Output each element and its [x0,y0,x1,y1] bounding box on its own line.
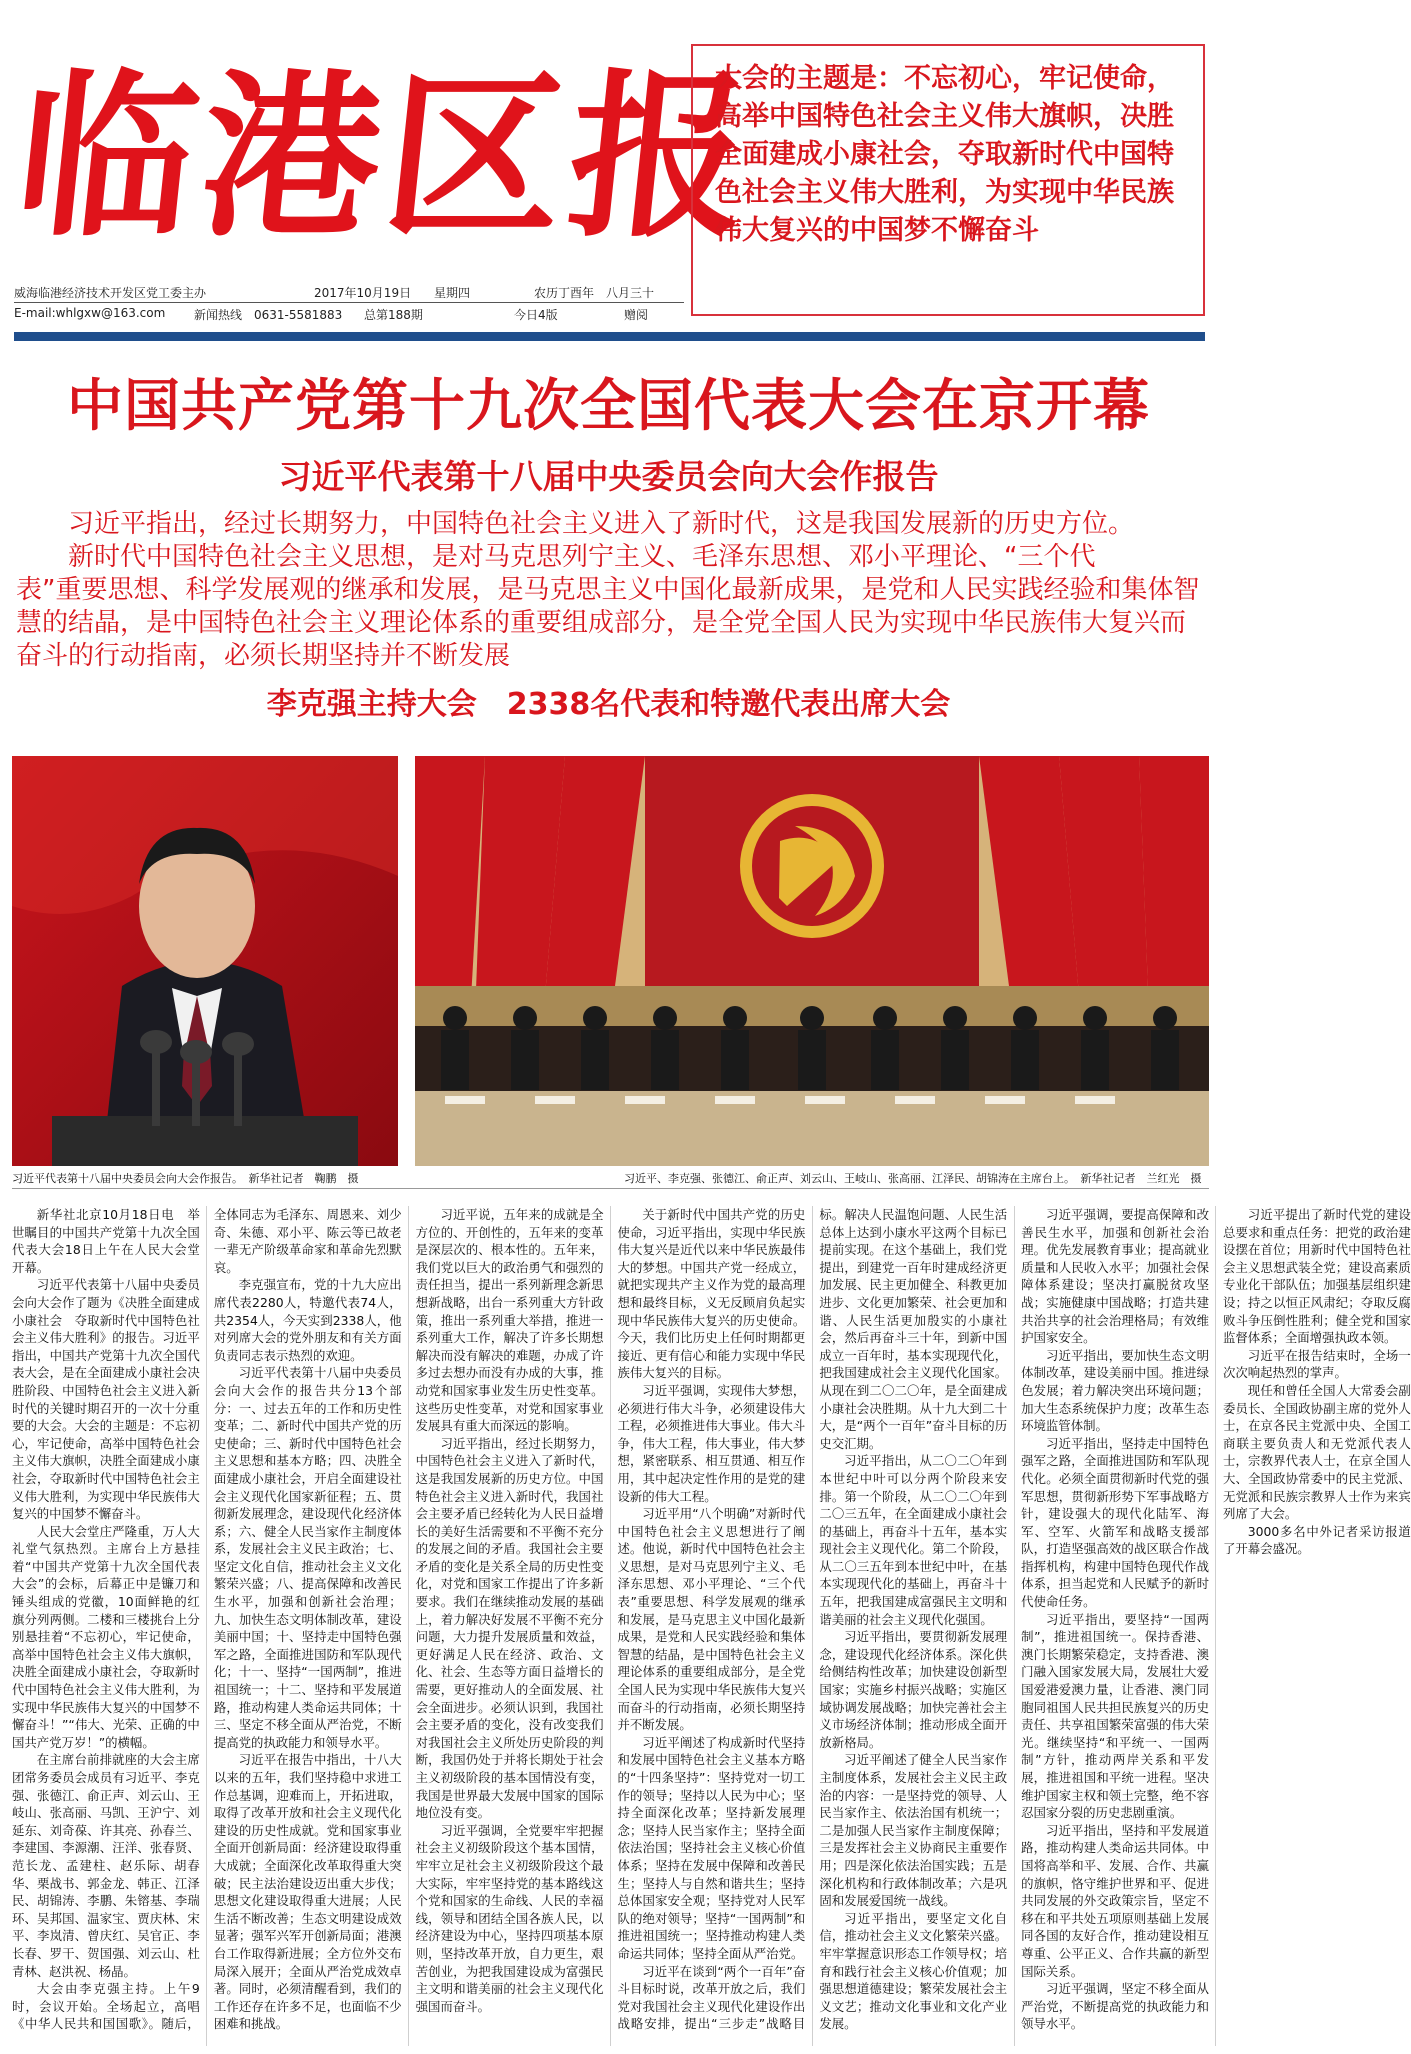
weekday: 星期四 [434,286,471,300]
issue-number: 总第188期 [364,308,423,322]
publisher: 威海临港经济技术开发区党工委主办 [14,286,207,300]
issue-date: 2017年10月19日 [314,286,412,300]
article-paragraph: 习近平指出，要加快生态文明体制改革，建设美丽中国。推进绿色发展；着力解决突出环境问题；加大生态系统保护力度；改革生态环境监管体制。 [1021,1347,1209,1434]
article-paragraph: 习近平指出，坚持和平发展道路，推动构建人类命运共同体。中国将高举和平、发展、合作、共赢的旗帜，恪守维护世界和平、促进共同发展的外交政策宗旨，坚定不移在和平共处五项原则基础上发展同各国的友好合作，推动建设相互尊重、公平正义、合作共赢的新型国际关系。 [1021,1822,1209,1979]
masthead-divider-bar [14,332,1205,341]
masthead-info [14,284,684,334]
article-paragraph: 3000多名中外记者采访报道了开幕会盛况。 [1222,1523,1411,1557]
sub-headline: 习近平代表第十八届中央委员会向大会作报告 [278,457,939,496]
masthead-info-line-2 [14,306,684,326]
article-paragraph: 新华社北京10月18日电 举世瞩目的中国共产党第十九次全国代表大会18日上午在人民大会堂开幕。 [12,1207,200,1275]
article-paragraph: 习近平指出，要贯彻新发展理念，建设现代化经济体系。深化供给侧结构性改革；加快建设创新型国家；实施乡村振兴战略；实施区域协调发展战略；加快完善社会主义市场经济体制；推动形成全面开放新格局。 [819,1629,1008,1750]
speaker-photo-image [12,756,398,1166]
article-paragraph: 习近平阐述了健全人民当家作主制度体系，发展社会主义民主政治的内容：一是坚持党的领导、人民当家作主、依法治国有机统一；二是加强人民当家作主制度保障；三是发挥社会主义协商民主重要作用；四是深化依法治国实践；五是深化机构和行政体制改革；六是巩固和发展爱国统一战线。 [819,1752,1008,1909]
article-body [12,1206,1411,2046]
article-paragraph: 习近平用“八个明确”对新时代中国特色社会主义思想进行了阐述。他说，新时代中国特色社会主义思想，是对马克思列宁主义、毛泽东思想、邓小平理论、“三个代表”重要思想、科学发展观的继承和发展，是马克思主义中国化最新成果，是党和人民实践经验和集体智慧的结晶，是中国特色社会主义理论体系的重要组成部分，是全党全国人民为实现中华民族伟大复兴而奋斗的行动指南，必须长期坚持并不断发展。 [617,1506,806,1733]
lead-line-2: 新时代中国特色社会主义思想，是对马克思列宁主义、毛泽东思想、邓小平理论、“三个代 [68,542,1096,572]
article-paragraph: 习近平强调，坚定不移全面从严治党，不断提高党的执政能力和领导水平。 [1021,1981,1209,2032]
article-paragraph: 习近平代表第十八届中央委员会向大会作的报告共分13个部分：一、过去五年的工作和历史性变革；二、新时代中国共产党的历史使命；三、新时代中国特色社会主义思想和基本方略；四、决胜全面建成小康社会，开启全面建设社会主义现代化国家新征程；五、贯彻新发展理念，建设现代化经济体系；六、健全人民当家作主制度体系，发展社会主义民主政治；七、坚定文化自信，推动社会主义文化繁荣兴盛；八、提高保障和改善民生水平，加强和创新社会治理；九、加快生态文明体制改革，建设美丽中国；十、坚持走中国特色强军之路，全面推进国防和军队现代化；十一、坚持“一国两制”，推进祖国统一；十二、坚持和平发展道路，推动构建人类命运共同体；十三、坚定不移全面从严治党，不断提高党的执政能力和领导水平。 [213,1365,402,1750]
article-paragraph: 现任和曾任全国人大常委会副委员长、全国政协副主席的党外人士，在京各民主党派中央、全国工商联主要负责人和无党派代表人士，宗教界代表人士，在京全国人大、全国政协常委中的民主党派、无党派和民族宗教界人士作为来宾列席了大会。 [1222,1382,1411,1522]
article-paragraph: 习近平指出，经过长期努力，中国特色社会主义进入了新时代，这是我国发展新的历史方位。中国特色社会主义进入新时代，我国社会主要矛盾已经转化为人民日益增长的美好生活需要和不平衡不充分的发展之间的矛盾。我国社会主要矛盾的变化是关系全局的历史性变化，对党和国家工作提出了许多新要求。我们在继续推动发展的基础上，着力解决好发展不平衡不充分问题，大力提升发展质量和效益，更好满足人民在经济、政治、文化、社会、生态等方面日益增长的需要，更好推动人的全面发展、社会全面进步。必须认识到，我国社会主要矛盾的变化，没有改变我们对我国社会主义所处历史阶段的判断，我国仍处于并将长期处于社会主义初级阶段的基本国情没有变，我国是世界最大发展中国家的国际地位没有变。 [415,1435,604,1821]
rostrum-photo [415,756,1209,1166]
article-paragraph: 在主席台前排就座的大会主席团常务委员会成员有习近平、李克强、张德江、俞正声、刘云山、王岐山、张高丽、马凯、王沪宁、刘延东、刘奇葆、许其亮、孙春兰、李建国、李源潮、汪洋、张春贤、范长龙、孟建柱、赵乐际、胡春华、栗战书、郭金龙、韩正、江泽民、胡锦涛、李鹏、朱镕基、李瑞环、吴邦国、温家宝、贾庆林、宋平、李岚清、曾庆红、吴官正、李长春、罗干、贺国强、刘云山、杜青林、赵洪祝、杨晶。 [12,1752,200,1979]
speaker-photo [12,756,398,1166]
main-headline: 中国共产党第十九次全国代表大会在京开幕 [67,373,1150,439]
article-paragraph: 习近平强调，全党要牢牢把握社会主义初级阶段这个基本国情，牢牢立足社会主义初级阶段这个最大实际，牢牢坚持党的基本路线这个党和国家的生命线、人民的幸福线，领导和团结全国各族人民，以经济建设为中心，坚持四项基本原则，坚持改革开放，自力更生，艰苦创业，为把我国建设成为富强民主文明和谐美丽的社会主义现代化强国而奋斗。 [415,1822,604,2014]
secondary-headline: 李克强主持大会 2338名代表和特邀代表出席大会 [266,687,951,722]
article-paragraph: 习近平说，五年来的成就是全方位的、开创性的，五年来的变革是深层次的、根本性的。五年来，我们党以巨大的政治勇气和强烈的责任担当，提出一系列新理念新思想新战略，出台一系列重大方针政策，推出一系列重大举措，推进一系列重大工作，解决了许多长期想解决而没有解决的难题，办成了许多过去想办而没有办成的大事，推动党和国家事业发生历史性变革。这些历史性变革，对党和国家事业发展具有重大而深远的影响。 [415,1207,604,1434]
article-paragraph: 大会由李克强主持。上午9时，会议开始。全场起立，高唱《中华人民共和国国歌》。随后，全体同志为毛泽东、周恩来、刘少奇、朱德、邓小平、陈云等已故老一辈无产阶级革命家和革命先烈默哀。 [12,1207,402,2032]
congress-theme-box [691,44,1205,316]
article-paragraph: 习近平强调，实现伟大梦想，必须进行伟大斗争，必须建设伟大工程，必须推进伟大事业。伟大斗争，伟大工程，伟大事业，伟大梦想，紧密联系、相互贯通、相互作用，其中起决定性作用的是党的建设新的伟大工程。 [617,1382,806,1504]
lunar-date: 农历丁酉年 八月三十 [534,286,655,300]
newspaper-logo: 临港区报 [7,52,766,261]
article-paragraph: 习近平指出，从二〇二〇年到本世纪中叶可以分两个阶段来安排。第一个阶段，从二〇二〇年到二〇三五年，在全面建成小康社会的基础上，再奋斗十五年，基本实现社会主义现代化。第二个阶段，从二〇三五年到本世纪中叶，在基本实现现代化的基础上，再奋斗十五年，把我国建成富强民主文明和谐美丽的社会主义现代化强国。 [819,1453,1008,1627]
article-paragraph: 习近平在报告中指出，十八大以来的五年，我们坚持稳中求进工作总基调，迎难而上，开拓进取，取得了改革开放和社会主义现代化建设的历史性成就。党和国家事业全面开创新局面：经济建设取得重大成就；全面深化改革取得重大突破；民主法治建设迈出重大步伐；思想文化建设取得重大进展；人民生活不断改善；生态文明建设成效显著；强军兴军开创新局面；港澳台工作取得新进展；全方位外交布局深入展开；全面从严治党成效卓著。同时，必须清醒看到，我们的工作还存在许多不足，也面临不少困难和挑战。 [213,1752,402,2032]
article-paragraph: 习近平代表第十八届中央委员会向大会作了题为《决胜全面建成小康社会 夺取新时代中国特色社会主义伟大胜利》的报告。习近平指出，中国共产党第十九次全国代表大会，是在全面建成小康社会决胜阶段、中国特色社会主义进入新时代的关键时期召开的一次十分重要的大会。大会的主题是：不忘初心，牢记使命，高举中国特色社会主义伟大旗帜，决胜全面建成小康社会，夺取新时代中国特色社会主义伟大胜利，为实现中华民族伟大复兴的中国梦不懈奋斗。 [12,1277,200,1522]
congress-theme-text: 大会的主题是：不忘初心，牢记使命，高举中国特色社会主义伟大旗帜，决胜全面建成小康社会，夺取新时代中国特色社会主义伟大胜利，为实现中华民族伟大复兴的中国梦不懈奋斗 [715,63,1174,246]
rostrum-photo-caption: 习近平、李克强、张德江、俞正声、刘云山、王岐山、张高丽、江泽民、胡锦涛在主席台上。 新华社记者 兰红光 摄 [624,1172,1202,1185]
lead-summary [16,508,1206,673]
rostrum-photo-image [415,756,1209,1166]
article-paragraph: 习近平强调，要提高保障和改善民生水平，加强和创新社会治理。优先发展教育事业；提高就业质量和人民收入水平；加强社会保障体系建设；坚决打赢脱贫攻坚战；实施健康中国战略；打造共建共治共享的社会治理格局；有效维护国家安全。 [1021,1207,1209,1346]
article-paragraph: 习近平在报告结束时，全场一次次响起热烈的掌声。 [1222,1347,1411,1381]
contact-email: E-mail:whlgxw@163.com [14,306,166,320]
page-count: 今日4版 [514,308,558,322]
article-paragraph: 习近平在谈到“两个一百年”奋斗目标时说，改革开放之后，我们党对我国社会主义现代化建设作出战略安排，提出“三步走”战略目标。解决人民温饱问题、人民生活总体上达到小康水平这两个目标已提前实现。在这个基础上，我们党提出，到建党一百年时建成经济更加发展、民主更加健全、科教更加进步、文化更加繁荣、社会更加和谐、人民生活更加殷实的小康社会，然后再奋斗三十年，到新中国成立一百年时，基本实现现代化，把我国建成社会主义现代化国家。从现在到二〇二〇年，是全面建成小康社会决胜期。从十九大到二十大，是“两个一百年”奋斗目标的历史交汇期。 [617,1207,1008,2032]
lead-line-3: 表”重要思想、科学发展观的继承和发展，是马克思主义中国化最新成果，是党和人民实践经验和集体智慧的结晶，是中国特色社会主义理论体系的重要组成部分，是全党全国人民为实现中华民族伟大复兴而奋斗的行动指南，必须长期坚持并不断发展 [16,575,1200,671]
distribution: 赠阅 [624,308,649,322]
masthead-info-rule [14,302,684,303]
article-paragraph: 习近平提出了新时代党的建设总要求和重点任务：把党的政治建设摆在首位；用新时代中国特色社会主义思想武装全党；建设高素质专业化干部队伍；加强基层组织建设；持之以恒正风肃纪；夺取反腐败斗争压倒性胜利；健全党和国家监督体系；全面增强执政本领。 [1222,1207,1411,1346]
article-paragraph: 习近平指出，要坚定文化自信，推动社会主义文化繁荣兴盛。牢牢掌握意识形态工作领导权；培育和践行社会主义核心价值观；加强思想道德建设；繁荣发展社会主义文艺；推动文化事业和文化产业发展。 [819,1910,1008,2032]
article-paragraph: 习近平指出，坚持走中国特色强军之路，全面推进国防和军队现代化。必须全面贯彻新时代党的强军思想，贯彻新形势下军事战略方针，建设强大的现代化陆军、海军、空军、火箭军和战略支援部队，打造坚强高效的战区联合作战指挥机构，构建中国特色现代作战体系，担当起党和人民赋予的新时代使命任务。 [1021,1435,1209,1610]
article-paragraph: 习近平指出，要坚持“一国两制”，推进祖国统一。保持香港、澳门长期繁荣稳定，支持香港、澳门融入国家发展大局，发展壮大爱国爱港爱澳力量，让香港、澳门同胞同祖国人民共担民族复兴的历史责任、共享祖国繁荣富强的伟大荣光。继续坚持“和平统一、一国两制”方针，推动两岸关系和平发展，推进祖国和平统一进程。坚决维护国家主权和领土完整，绝不容忍国家分裂的历史悲剧重演。 [1021,1611,1209,1821]
news-hotline: 新闻热线 0631-5581883 [194,308,343,322]
lead-line-1: 习近平指出，经过长期努力，中国特色社会主义进入了新时代，这是我国发展新的历史方位。 [68,509,1135,539]
article-paragraph: 习近平阐述了构成新时代坚持和发展中国特色社会主义基本方略的“十四条坚持”：坚持党对一切工作的领导；坚持以人民为中心；坚持全面深化改革；坚持新发展理念；坚持人民当家作主；坚持全面依法治国；坚持社会主义核心价值体系；坚持在发展中保障和改善民生；坚持人与自然和谐共生；坚持总体国家安全观；坚持党对人民军队的绝对领导；坚持“一国两制”和推进祖国统一；坚持推动构建人类命运共同体；坚持全面从严治党。 [617,1734,806,1961]
article-paragraph: 关于新时代中国共产党的历史使命，习近平指出，实现中华民族伟大复兴是近代以来中华民族最伟大的梦想。中国共产党一经成立，就把实现共产主义作为党的最高理想和最终目标，义无反顾肩负起实现中华民族伟大复兴的历史使命。今天，我们比历史上任何时期都更接近、更有信心和能力实现中华民族伟大复兴的目标。 [617,1207,806,1381]
masthead [0,0,1217,345]
article-paragraph: 李克强宣布，党的十九大应出席代表2280人，特邀代表74人，共2354人，今天实到2338人，他对列席大会的党外朋友和有关方面负责同志表示热烈的欢迎。 [213,1277,402,1363]
article-paragraph: 人民大会堂庄严隆重，万人大礼堂气氛热烈。主席台上方悬挂着“中国共产党第十九次全国代表大会”的会标，后幕正中是镰刀和锤头组成的党徽，10面鲜艳的红旗分列两侧。二楼和三楼挑台上分别悬挂着“不忘初心，牢记使命，高举中国特色社会主义伟大旗帜，决胜全面建成小康社会，夺取新时代中国特色社会主义伟大胜利，为实现中华民族伟大复兴的中国梦不懈奋斗！”“伟大、光荣、正确的中国共产党万岁！”的横幅。 [12,1523,200,1750]
speaker-photo-caption: 习近平代表第十八届中央委员会向大会作报告。 新华社记者 鞠鹏 摄 [12,1172,359,1185]
masthead-info-line-1 [14,284,684,304]
photo-caption-rule [12,1188,1209,1189]
